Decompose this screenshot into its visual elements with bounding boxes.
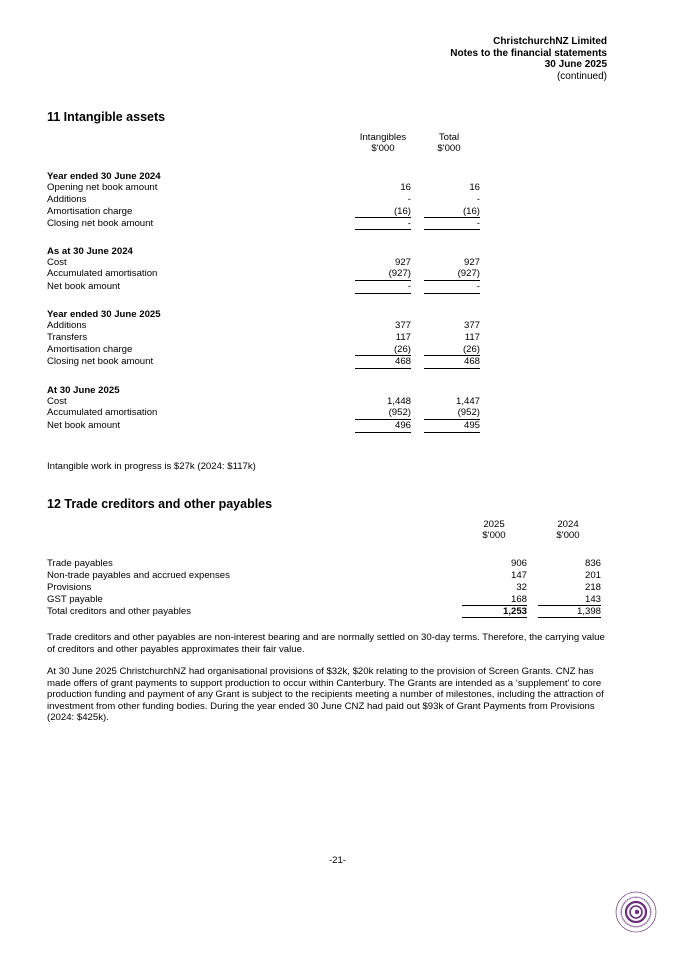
header-subtitle: Notes to the financial statements <box>450 47 607 59</box>
total-rule <box>355 368 411 369</box>
total-rule <box>538 617 601 618</box>
row-value: 201 <box>584 570 601 581</box>
section-heading: At 30 June 2025 <box>47 385 120 396</box>
col-header-unit: $'000 <box>437 143 461 154</box>
row-value: 495 <box>463 420 480 431</box>
row-label: Additions <box>47 194 87 205</box>
note11-col-total-header <box>426 132 472 154</box>
page-number: -21- <box>328 855 347 866</box>
row-value: 117 <box>395 332 411 343</box>
row-label: Net book amount <box>47 420 121 431</box>
row-value: 496 <box>394 420 411 431</box>
row-label: Closing net book amount <box>47 356 154 367</box>
total-rule <box>424 229 480 230</box>
row-value: 836 <box>584 558 601 569</box>
row-value: 32 <box>516 582 527 593</box>
row-label: Trade payables <box>47 558 113 569</box>
row-value: (26) <box>462 344 480 355</box>
section-heading: Year ended 30 June 2025 <box>47 309 161 320</box>
section-heading: Year ended 30 June 2024 <box>47 171 161 182</box>
row-label: Amortisation charge <box>47 206 133 217</box>
row-value: 906 <box>510 558 527 569</box>
row-value: 927 <box>394 257 411 268</box>
row-value: 468 <box>394 356 411 367</box>
note11-col-intangibles-header <box>355 132 411 154</box>
col-header-unit: $'000 <box>556 530 580 541</box>
company-name: ChristchurchNZ Limited <box>493 36 607 47</box>
row-value: 377 <box>394 320 411 331</box>
row-value: (16) <box>393 206 411 217</box>
col-header-unit: $'000 <box>371 143 395 154</box>
note12-col-2024-header <box>546 519 590 541</box>
row-value: - <box>407 218 411 229</box>
row-value: - <box>476 218 480 229</box>
row-label: Non-trade payables and accrued expenses <box>47 570 230 581</box>
total-rule <box>424 368 480 369</box>
row-label: Closing net book amount <box>47 218 154 229</box>
row-label: Opening net book amount <box>47 182 158 193</box>
row-value: - <box>476 194 480 205</box>
total-rule <box>355 229 411 230</box>
row-value: 143 <box>584 594 601 605</box>
total-rule <box>424 432 480 433</box>
col-header-line: 2024 <box>557 519 579 530</box>
total-rule <box>462 617 527 618</box>
col-header-line: Total <box>438 132 460 143</box>
row-value: - <box>407 281 411 292</box>
row-value: 168 <box>510 594 527 605</box>
row-value: 1,398 <box>576 606 601 617</box>
total-rule <box>424 293 480 294</box>
note11-wip-note: Intangible work in progress is $27k (2024: $117k) <box>47 461 256 472</box>
page-header <box>450 36 607 82</box>
row-label: Transfers <box>47 332 88 343</box>
header-continued: (continued) <box>556 70 607 82</box>
row-value: 147 <box>510 570 527 581</box>
row-value: 1,253 <box>502 606 527 617</box>
header-date: 30 June 2025 <box>544 59 607 70</box>
row-value: 1,447 <box>455 396 480 407</box>
row-value: 1,448 <box>386 396 411 407</box>
col-header-unit: $'000 <box>482 530 506 541</box>
note12-paragraph-terms: Trade creditors and other payables are non-interest bearing and are normally settled on 30-day terms. Therefore, the carrying value of creditors and other payables approximates their fair value. <box>47 632 605 655</box>
row-label: Amortisation charge <box>47 344 133 355</box>
row-label: Cost <box>47 396 67 407</box>
row-value: 117 <box>464 332 480 343</box>
section-heading: As at 30 June 2024 <box>47 246 133 257</box>
row-value: (16) <box>462 206 480 217</box>
row-value: (927) <box>457 268 480 279</box>
row-label: Accumulated amortisation <box>47 407 158 418</box>
row-label: Additions <box>47 320 87 331</box>
row-value: 16 <box>469 182 480 193</box>
col-header-line: 2025 <box>483 519 505 530</box>
note11-title: 11 Intangible assets <box>47 110 166 124</box>
row-value: (952) <box>457 407 480 418</box>
note12-paragraph-provisions: At 30 June 2025 ChristchurchNZ had organisational provisions of $32k, $20k relating to the provision of Screen Grants. CNZ has made offers of grant payments to support production to occur within Canterbury. The Grants are intended as a ‘supplement’ to core production funding and payment of any Grant is subject to the recipients meeting a number of milestones, including the attraction of investment from other funding bodies. During the year ended 30 June CNZ had paid out $93k of Grant Payments from Provisions (2024: $425k). <box>47 666 604 724</box>
row-value: - <box>476 281 480 292</box>
row-value: - <box>407 194 411 205</box>
row-label: Cost <box>47 257 67 268</box>
row-label: Total creditors and other payables <box>47 606 191 617</box>
total-rule <box>355 293 411 294</box>
note12-title: 12 Trade creditors and other payables <box>47 497 273 511</box>
row-value: 927 <box>463 257 480 268</box>
row-value: (952) <box>388 407 411 418</box>
row-label: Accumulated amortisation <box>47 268 158 279</box>
row-label: GST payable <box>47 594 103 605</box>
row-label: Provisions <box>47 582 92 593</box>
row-value: (927) <box>388 268 411 279</box>
row-value: 468 <box>463 356 480 367</box>
row-label: Net book amount <box>47 281 121 292</box>
col-header-line: Intangibles <box>359 132 407 143</box>
seal-logo <box>615 891 657 933</box>
note12-col-2025-header <box>472 519 516 541</box>
total-rule <box>355 432 411 433</box>
row-value: 218 <box>584 582 601 593</box>
row-value: 377 <box>463 320 480 331</box>
row-value: 16 <box>400 182 411 193</box>
row-value: (26) <box>393 344 411 355</box>
